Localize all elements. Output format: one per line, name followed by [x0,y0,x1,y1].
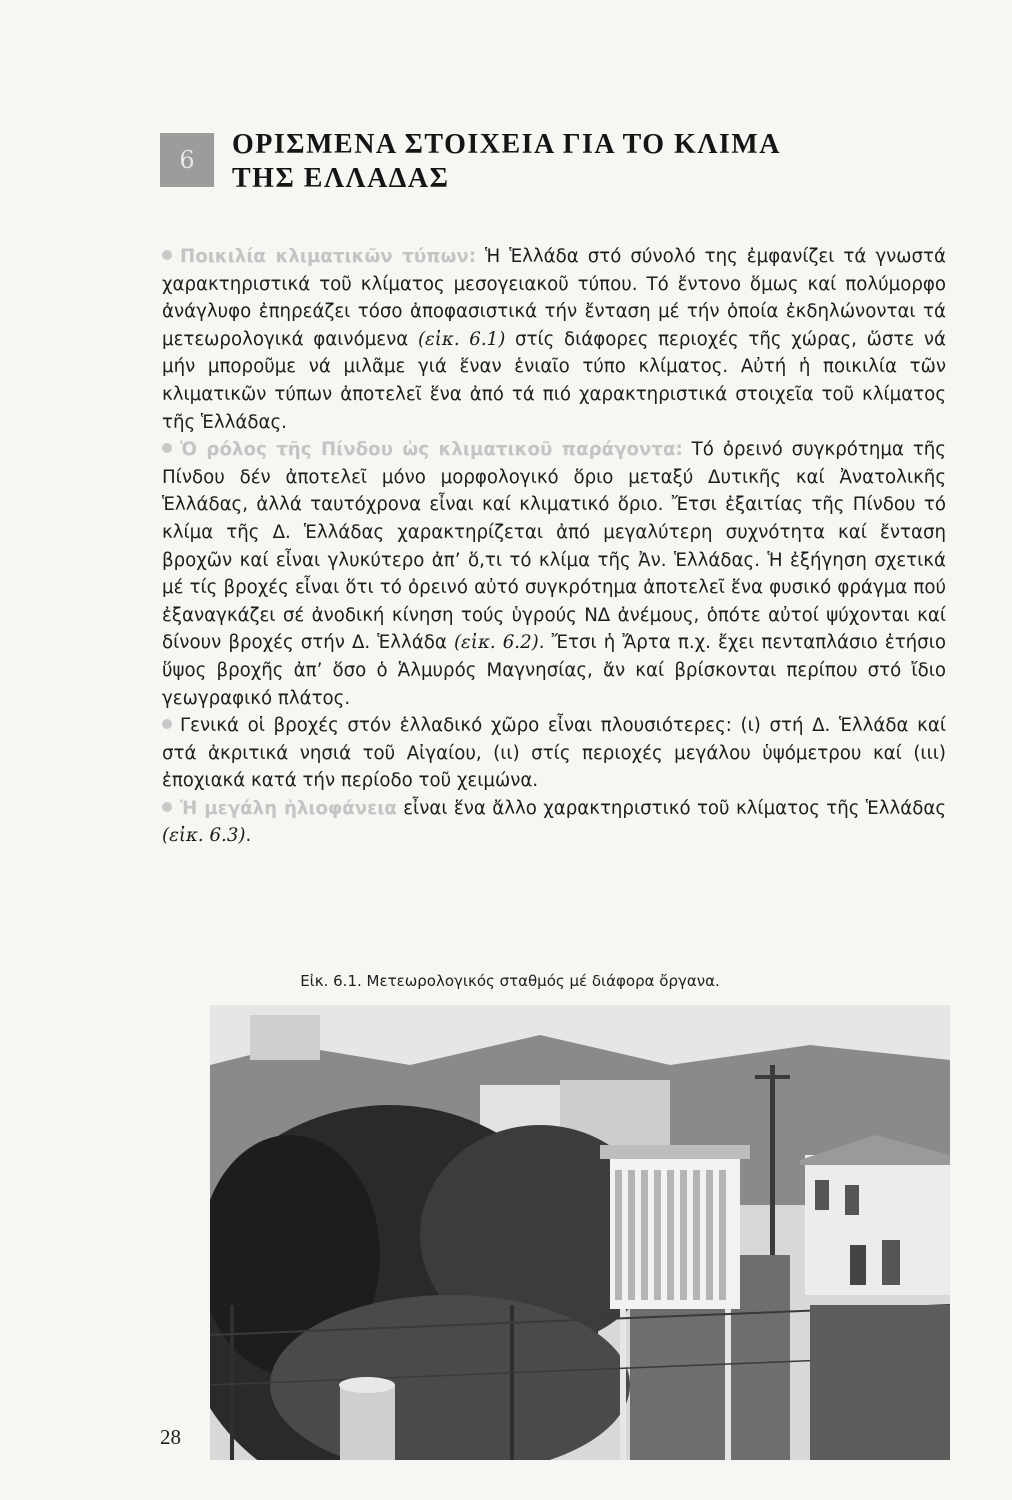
figure-reference: (εἰκ. 6.3) [162,825,246,847]
body-text [162,243,946,850]
paragraph-text: Τό ὀρεινό συγκρότημα τῆς Πίνδου δέν ἀποτελεῖ μόνο μορφολογικό ὅριο μεταξύ Δυτικῆς καί Ἀνατολικῆς Ἑλλάδας, ἀλλά ταυτόχρονα εἶναι καί κλιματικό ὅριο. Ἔτσι ἐξαιτίας τῆς Πίνδου τό κλίμα τῆς Δ. Ἑλλάδας χαρακτηρίζεται ἀπό μεγαλύτερη συχνότητα καί ἔνταση βροχῶν καί εἶναι γλυκύτερο ἀπ’ ὅ,τι τό κλίμα τῆς Ἀν. Ἑλλάδας. Ἡ ἐξήγηση σχετικά μέ τίς βροχές εἶναι ὅτι τό ὀρεινό αὐτό συγκρότημα ἀποτελεῖ ἕνα φυσικό φράγμα πού ἐξαναγκάζει σέ ἀνοδική κίνηση τούς ὑγρούς ΝΔ ἀνέμους, ὁπότε αὐτοί ψύχονται καί δίνουν βροχές στήν Δ. Ἑλλάδα [162,439,946,654]
page-number: 28 [160,1425,181,1449]
paragraph-pindus-role [162,436,946,712]
figure-reference: (εἰκ. 6.1) [417,328,506,350]
paragraph-lead: Ποικιλία κλιματικῶν τύπων: [180,246,476,267]
bullet-icon [162,250,172,260]
paragraph-climate-types [162,243,946,436]
chapter-title [232,128,832,196]
paragraph-text: εἶναι ἕνα ἄλλο χαρακτηριστικό τοῦ κλίματος τῆς Ἑλλάδας [396,797,947,819]
bullet-icon [162,802,172,812]
paragraph-sunshine [162,795,946,850]
paragraph-text: . Ἔτσι ἡ Ἄρτα π.χ. ἔχει πενταπλάσιο ἐτήσιο ὕψος βροχῆς ἀπ’ ὅσο ὁ Ἁλμυρός Μαγνησίας, ἄν καί βρίσκονται περίπου στό ἴδιο γεωγραφικό πλάτος. [162,632,946,709]
paragraph-text: . [245,825,252,847]
chapter-title-line-2: ΤΗΣ ΕΛΛΑΔΑΣ [232,163,450,194]
figure-reference: (εἰκ. 6.2) [453,632,539,654]
paragraph-rainfall [162,712,946,795]
paragraph-lead: Ὁ ρόλος τῆς Πίνδου ὡς κλιματικοῦ παράγοντα: [180,439,683,461]
bullet-icon [162,719,172,729]
weather-station-photo [210,1005,950,1460]
paragraph-text: στίς διάφορες περιοχές τῆς χώρας, ὥστε νά μήν μποροῦμε νά μιλᾶμε γιά ἕναν ἑνιαῖο τύπο κλίματος. Αὐτή ἡ ποικιλία τῶν κλιματικῶν τύπων ἀποτελεῖ ἕνα ἀπό τά πιό χαρακτηριστικά στοιχεῖα τοῦ κλίματος τῆς Ἑλλάδας. [162,328,946,433]
paragraph-text: Γενικά οἱ βροχές στόν ἑλλαδικό χῶρο εἶναι πλουσιότερες: (ι) στή Δ. Ἑλλάδα καί στά ἀκριτικά νησιά τοῦ Αἰγαίου, (ιι) στίς περιοχές μεγάλου ὑψόμετρου καί (ιιι) ἐποχιακά κατά τήν περίοδο τοῦ χειμώνα. [162,715,946,792]
chapter-title-line-1: ΟΡΙΣΜΕΝΑ ΣΤΟΙΧΕΙΑ ΓΙΑ ΤΟ ΚΛΙΜΑ [232,129,781,160]
chapter-number: 6 [179,146,195,174]
paragraph-text: Ἡ Ἑλλάδα στό σύνολό της ἐμφανίζει τά γνωστά χαρακτηριστικά τοῦ κλίματος μεσογειακοῦ τύπου. Τό ἔντονο ὅμως καί πολύμορφο ἀνάγλυφο ἐπηρεάζει τόσο ἀποφασιστικά τήν ἔνταση μέ τήν ὁποία ἐκδηλώνονται τά μετεωρολογικά φαινόμενα [162,246,946,350]
chapter-number-box [160,133,214,187]
paragraph-lead: Ἡ μεγάλη ἡλιοφάνεια [180,797,397,819]
bullet-icon [162,443,172,453]
figure-caption: Εἰκ. 6.1. Μετεωρολογικός σταθμός μέ διάφορα ὄργανα. [300,972,720,990]
